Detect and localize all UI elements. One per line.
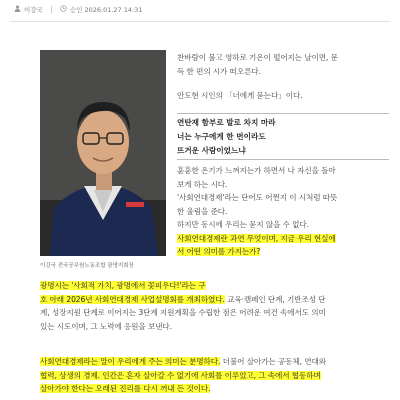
quote-line: 뜨거운 사람이었느냐 <box>177 146 246 155</box>
text-line: 안도현 시인의 「너에게 묻는다」이다. <box>177 91 303 100</box>
highlighted-line: 광명시는 '사회적 가치, 광명에서 꽃피우다!'라는 구 <box>40 281 206 290</box>
meta-divider <box>51 6 52 13</box>
text-line: 훈훈한 온기가 느껴지는가 하면서 나 자신을 돌아 <box>177 166 336 175</box>
person-icon <box>14 5 21 14</box>
highlighted-line: 협력, 상생의 경제. 인간은 혼자 살아갈 수 없기에 사회를 이루었고, 그 속에서 협동하며 <box>40 370 321 380</box>
text-line: 사회연대경제라는 말이 우리에게 주는 의미는 분명하다. 더불어 살아가는 공동체, 연대와 <box>40 357 326 366</box>
highlighted-line: 서 어떤 의미를 가지는가? <box>177 247 261 256</box>
article-meta <box>14 2 142 16</box>
text-line: 보게 하는 시다. <box>177 179 228 189</box>
text-line: '사회연대경제'라는 단어도 어쩐지 이 시처럼 따뜻 <box>177 193 338 202</box>
poem-quote <box>177 113 389 160</box>
paragraph-meaning <box>40 355 390 396</box>
paragraph-reflection <box>177 164 389 259</box>
text-line: 하지만 동시에 우리는 묻지 않을 수 없다. <box>177 220 309 229</box>
paragraph-gwangmyeong <box>40 279 390 333</box>
published-date: 승인 2026.01.27 14:31 <box>69 5 143 14</box>
quote-line: 연탄재 함부로 발로 차지 마라 <box>177 118 276 127</box>
text-line: 득 한 편의 시가 떠오른다. <box>177 66 261 76</box>
photo-caption: 이강국 전국공무원노동조합 광명지회장 <box>40 263 134 269</box>
highlighted-line: 살아가야 한다는 오래된 진리를 다시 꺼내 든 것이다. <box>40 384 211 393</box>
paragraph-intro <box>177 51 389 78</box>
highlighted-line: 사회연대경제란 과연 무엇이며, 지금 우리 현실에 <box>177 233 336 243</box>
text-line: 호 아래 2026년 사회연대경제 사업설명회를 개최하였다. 교육·캠페인 단계, 기반조성 단 <box>40 294 326 304</box>
header-divider <box>10 21 390 22</box>
author-name[interactable]: 이강국 <box>24 5 43 14</box>
text-line: 계, 성장지원 단계로 이어지는 3단계 지원계획을 수립한 점은 어려운 여건 속에서도 의미 <box>40 308 326 317</box>
quote-line: 너는 누구에게 한 번이라도 <box>177 132 266 141</box>
paragraph-poem-title <box>177 89 389 103</box>
author-photo <box>40 50 166 256</box>
text-line: 찬바람이 불고 영하로 기온이 떨어지는 날이면, 문 <box>177 53 338 62</box>
clock-icon <box>60 5 67 14</box>
text-line: 한 울림을 준다. <box>177 206 228 216</box>
text-line: 있는 시도이며, 그 노력에 응원을 보낸다. <box>40 321 172 331</box>
